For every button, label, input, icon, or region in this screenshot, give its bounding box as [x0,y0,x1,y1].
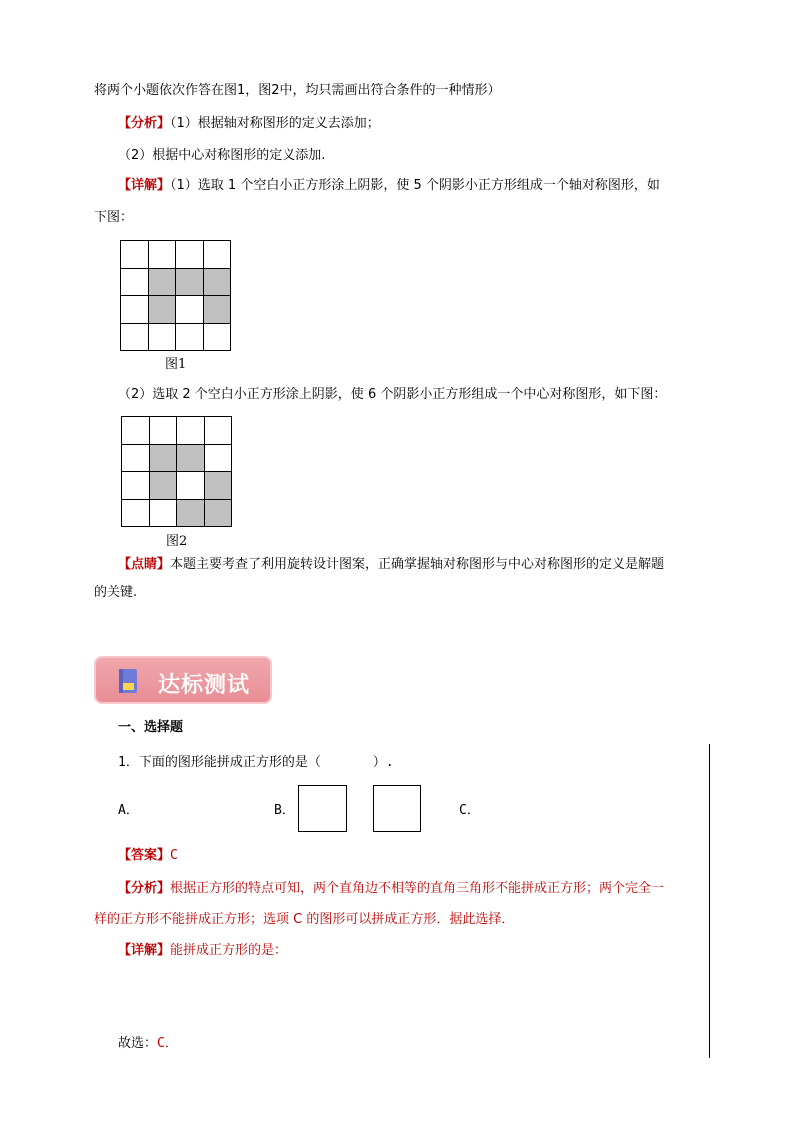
grid-row [122,444,232,472]
detail-q1-tag: 【详解】 [118,943,171,958]
detail-q1-text: 能拼成正方形的是： [170,943,288,958]
margin-rule [709,744,710,1058]
grid-row [122,472,232,500]
figure-1-grid [120,240,231,351]
blank-cell [121,323,149,351]
question-1: 1．下面的图形能拼成正方形的是（ ）. [118,755,394,770]
grid-row [122,417,232,445]
grid-row [121,241,231,269]
analysis-text-1: （1）根据轴对称图形的定义去添加； [170,116,380,131]
shaded-cell [204,472,232,500]
answer-line [118,847,178,865]
comment-text-1: 本题主要考查了利用旋转设计图案，正确掌握轴对称图形与中心对称图形的定义是解题 [170,557,665,572]
blank-cell [149,499,177,527]
shaded-cell [149,472,177,500]
grid-row [121,268,231,296]
blank-cell [122,417,150,445]
detail-line-1b: 下图： [94,210,134,225]
blank-cell [204,444,232,472]
blank-cell [122,472,150,500]
blank-cell [204,417,232,445]
analysis-q1-line-2: 样的正方形不能拼成正方形；选项 C 的图形可以拼成正方形．据此选择． [94,912,515,927]
option-b-square-2 [373,785,421,832]
blank-cell [203,241,231,269]
blank-cell [121,241,149,269]
grid-row [121,296,231,324]
grid-row [122,499,232,527]
intro-text: 将两个小题依次作答在图1，图2中，均只需画出符合条件的一种情形） [94,83,501,98]
choose-line [118,1035,178,1053]
blank-cell [148,241,176,269]
blank-cell [149,417,177,445]
analysis-q1-line-1 [118,880,664,898]
blank-cell [122,499,150,527]
blank-cell [176,241,204,269]
detail-line-2: （2）选取 2 个空白小正方形涂上阴影，使 6 个阴影小正方形组成一个中心对称图形，如下图： [118,387,667,402]
book-icon [118,668,138,694]
shaded-cell [203,268,231,296]
blank-cell [121,296,149,324]
option-b-square-1 [298,785,347,832]
section-banner [94,656,272,704]
option-c-label: C． [459,803,480,818]
option-a-label: A． [118,803,139,818]
figure-2-caption: 图2 [166,534,188,549]
blank-cell [177,472,205,500]
analysis-q1-tag: 【分析】 [118,881,171,896]
choose-value: C． [157,1036,178,1051]
banner-title: 达标测试 [158,673,251,698]
shaded-cell [204,499,232,527]
choose-label: 故选： [118,1036,158,1051]
blank-cell [121,268,149,296]
blank-cell [176,296,204,324]
blank-cell [148,323,176,351]
blank-cell [122,444,150,472]
shaded-cell [177,444,205,472]
shaded-cell [149,444,177,472]
comment-line-1 [118,556,664,574]
answer-tag: 【答案】 [118,848,171,863]
comment-line-2: 的关键. [94,585,138,600]
shaded-cell [203,296,231,324]
shaded-cell [148,296,176,324]
shaded-cell [177,499,205,527]
shaded-cell [176,268,204,296]
blank-cell [177,417,205,445]
shaded-cell [148,268,176,296]
figure-1-caption: 图1 [165,357,187,372]
blank-cell [176,323,204,351]
grid-row [121,323,231,351]
section-heading: 一、选择题 [118,720,184,735]
analysis-line-1 [118,115,380,133]
answer-value: C [170,848,178,863]
detail-tag: 【详解】 [118,178,171,193]
comment-tag: 【点睛】 [118,557,171,572]
analysis-line-2: （2）根据中心对称图形的定义添加. [118,148,326,163]
figure-2-grid [121,416,232,527]
analysis-q1-text-1: 根据正方形的特点可知，两个直角边不相等的直角三角形不能拼成正方形；两个完全一 [170,881,665,896]
detail-q1-line [118,942,287,960]
option-b-label: B． [274,803,295,818]
blank-cell [203,323,231,351]
analysis-tag: 【分析】 [118,116,171,131]
detail-line-1 [118,177,660,195]
detail-text-1: （1）选取 1 个空白小正方形涂上阴影，使 5 个阴影小正方形组成一个轴对称图形，如 [170,178,660,193]
